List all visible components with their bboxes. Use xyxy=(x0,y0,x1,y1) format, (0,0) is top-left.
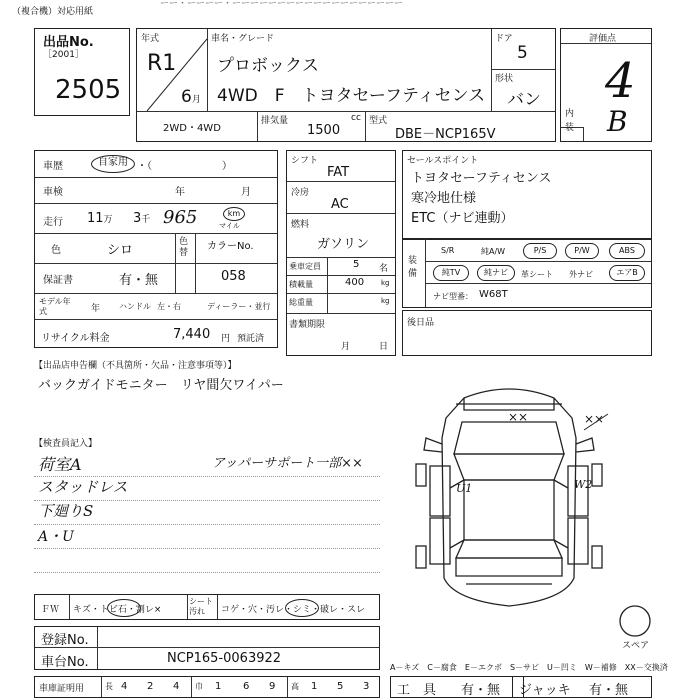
history-label: 車歴 xyxy=(43,161,63,172)
docs-label: 書類期限 xyxy=(289,320,326,330)
model-year-value: 年 xyxy=(91,304,101,314)
registration-box xyxy=(34,626,380,670)
handle-value: 左・右 xyxy=(157,302,181,311)
name-label: 車名・グレード xyxy=(211,34,275,44)
grade-score: 4 xyxy=(605,53,636,109)
diagram-mark-2: ×× xyxy=(584,412,605,426)
diagram-mark-1: ×× xyxy=(508,410,529,424)
navi-model: W68T xyxy=(479,289,508,300)
inspector-label: 【検査員記入】 xyxy=(34,439,98,449)
spare-label: スペア xyxy=(622,641,650,651)
backday-box xyxy=(402,310,652,356)
mileage-rest: 965 xyxy=(163,207,198,228)
jack-box xyxy=(512,676,652,698)
model-value: DBE－NCP165V xyxy=(395,127,496,142)
color-no-label: カラーNo. xyxy=(207,241,254,252)
shift-label: シフト xyxy=(291,156,319,166)
history-box xyxy=(34,150,278,348)
car-grade: 4WD F トヨタセーフティセンス xyxy=(217,86,486,106)
lot-label: 出品No. xyxy=(43,35,94,50)
displacement-value: 1500 xyxy=(307,123,341,138)
top-note: （複合機）対応用紙 xyxy=(12,7,94,17)
inspection-year: 年 xyxy=(175,187,185,198)
equip-navi: 純ナビ xyxy=(477,265,515,281)
equipment-box xyxy=(402,238,652,308)
cert-digit-1: 4 xyxy=(121,681,128,692)
condition-items: キズ・トビ石・割レ× xyxy=(73,605,162,615)
tools-label: 工 具 xyxy=(397,683,437,698)
lot-sub: ［2001］ xyxy=(43,50,84,60)
diagram-mark-3: U1 xyxy=(456,482,473,495)
color-change: 色替 xyxy=(179,237,189,258)
shape-value: バン xyxy=(507,90,541,110)
warranty-label: 保証書 xyxy=(43,275,73,286)
backday-label: 後日品 xyxy=(407,318,435,328)
history-value: 自家用 xyxy=(91,155,135,173)
capacity-value: 5 xyxy=(353,259,360,270)
handle-label: ハンドル xyxy=(119,302,151,311)
cert-digit-9: 3 xyxy=(363,681,370,692)
cert-digit-4: 1 xyxy=(215,681,222,692)
ac-value: AC xyxy=(331,197,349,212)
recycle-unit: 円 xyxy=(221,334,231,344)
cert-digit-2: 2 xyxy=(147,681,154,692)
damage-legend: A－キズ C－腐食 E－エクボ S－サビ U－凹ミ W－補修 XX－交換済 xyxy=(390,663,668,672)
specs-box xyxy=(286,150,396,356)
year-label: 年式 xyxy=(141,34,160,44)
notes-label: 【出品店申告欄（不具箇所・欠品・注意事項等）】 xyxy=(34,361,237,371)
warranty-value: 有・無 xyxy=(119,273,159,288)
year-value: R1 xyxy=(147,51,177,76)
fuel-value: ガソリン xyxy=(317,237,370,252)
equip-abs: ABS xyxy=(609,243,645,259)
cert-digit-3: 4 xyxy=(173,681,180,692)
shift-value: FAT xyxy=(327,165,350,180)
equip-airbag: エアB xyxy=(609,265,645,281)
inspector-line-4: A・U xyxy=(38,529,74,545)
grade-label: 評価点 xyxy=(589,34,617,44)
recycle-label: リサイクル料金 xyxy=(41,333,110,344)
inspection-month: 月 xyxy=(241,187,251,198)
mileage-label: 走行 xyxy=(43,217,63,228)
mileage-mile: マイル xyxy=(219,222,240,230)
lot-number: 2505 xyxy=(55,75,122,105)
grade-box xyxy=(560,28,652,142)
cert-digit-7: 1 xyxy=(311,681,318,692)
color-label: 色 xyxy=(51,245,61,256)
navi-label: ナビ型番： xyxy=(433,292,473,301)
mileage-sen: 3千 xyxy=(133,211,151,226)
interior-score: B xyxy=(607,105,628,138)
door-value: 5 xyxy=(517,43,528,63)
tools-value: 有・無 xyxy=(461,683,501,698)
jack-value: 有・無 xyxy=(589,683,629,698)
cert-small-1: 長 xyxy=(105,682,113,691)
inspector-right-line: アッパーサポート一部×× xyxy=(212,456,363,471)
capacity-label: 乗車定員 xyxy=(289,262,321,271)
diagram-arrow xyxy=(582,412,612,432)
ac-label: 冷房 xyxy=(291,188,310,198)
chassis-label: 車台No. xyxy=(41,655,89,670)
tools-box xyxy=(390,676,524,698)
dealer-label: ディーラー・並行 xyxy=(207,302,271,311)
spare-tire-icon xyxy=(618,604,652,638)
shape-label: 形状 xyxy=(495,74,514,84)
docs-month: 月 xyxy=(341,342,351,352)
gross-label: 総重量 xyxy=(289,298,313,307)
equip-tv: 純TV xyxy=(433,265,469,281)
color-no-value: 058 xyxy=(221,269,246,284)
cert-small-3: 高 xyxy=(291,682,299,691)
sales-point-3: ETC（ナビ連動） xyxy=(411,211,514,226)
jack-label: ジャッキ xyxy=(519,683,571,698)
capacity-unit: 名 xyxy=(379,264,389,274)
condition-seat: シート汚れ xyxy=(189,597,213,616)
interior-label: 内装 xyxy=(565,109,575,133)
notes-text: バックガイドモニター リヤ間欠ワイパー xyxy=(38,378,284,393)
equip-ps: P/S xyxy=(523,243,557,259)
inspection-label: 車検 xyxy=(43,187,63,198)
vehicle-box xyxy=(136,28,556,142)
cert-small-2: 巾 xyxy=(195,682,203,691)
mileage-man: 11万 xyxy=(87,211,113,226)
recycle-status: 預託済 xyxy=(237,334,265,344)
condition-row xyxy=(34,594,380,620)
month-value: 6月 xyxy=(181,87,201,107)
load-value: 400 xyxy=(345,277,365,288)
gross-unit: kg xyxy=(381,297,390,305)
condition-rest: コゲ・穴・汚レ・シミ・破レ・スレ xyxy=(221,605,366,615)
recycle-amount: 7,440 xyxy=(173,327,211,342)
sales-point-2: 寒冷地仕様 xyxy=(411,191,477,206)
sales-box xyxy=(402,150,652,240)
reg-label: 登録No. xyxy=(41,633,89,648)
color-value: シロ xyxy=(107,243,134,258)
cert-label: 車庫証明用 xyxy=(39,684,85,694)
model-label: 型式 xyxy=(369,116,388,126)
car-name: プロボックス xyxy=(217,56,319,76)
inspector-line-2: スタッドレス xyxy=(38,478,128,496)
condition-circle-2 xyxy=(285,599,319,617)
fuel-label: 燃料 xyxy=(291,220,310,230)
chassis-value: NCP165-0063922 xyxy=(167,651,282,666)
cc-unit: cc xyxy=(351,113,361,123)
drive-options: 2WD・4WD xyxy=(163,123,221,134)
inspector-line-3: 下廻りS xyxy=(38,502,94,520)
docs-day: 日 xyxy=(379,342,389,352)
equip-pw: P/W xyxy=(565,243,599,259)
load-label: 積載量 xyxy=(289,280,313,289)
sales-label: セールスポイント xyxy=(407,156,479,166)
condition-circle-1 xyxy=(107,599,141,617)
equip-leather: 革シート xyxy=(521,270,553,279)
diagram-mark-4: W2 xyxy=(574,478,593,491)
cert-row xyxy=(34,676,380,698)
equipment-label: 装備 xyxy=(408,256,418,279)
cert-digit-6: 9 xyxy=(269,681,276,692)
equip-sr: S/R xyxy=(441,246,455,255)
equip-ext-navi: 外ナビ xyxy=(569,270,593,279)
condition-fw: ＦＷ xyxy=(41,605,60,615)
cert-digit-5: 6 xyxy=(243,681,250,692)
displacement-label: 排気量 xyxy=(261,116,289,126)
equip-aw: 純A/W xyxy=(481,247,506,256)
model-year-label: モデル年式 xyxy=(39,297,71,316)
lot-box xyxy=(34,28,130,116)
mileage-km: km xyxy=(223,207,245,221)
top-note-cut: ーー・ーーーー・ーーーーーーーーーーーーーーーーーーー xyxy=(160,0,404,9)
door-label: ドア xyxy=(495,34,513,44)
cert-digit-8: 5 xyxy=(337,681,344,692)
inspector-line-1: 荷室A xyxy=(38,455,82,474)
sales-point-1: トヨタセーフティセンス xyxy=(411,171,552,186)
history-rest: ・（ ） xyxy=(137,161,232,172)
load-unit: kg xyxy=(381,279,390,287)
